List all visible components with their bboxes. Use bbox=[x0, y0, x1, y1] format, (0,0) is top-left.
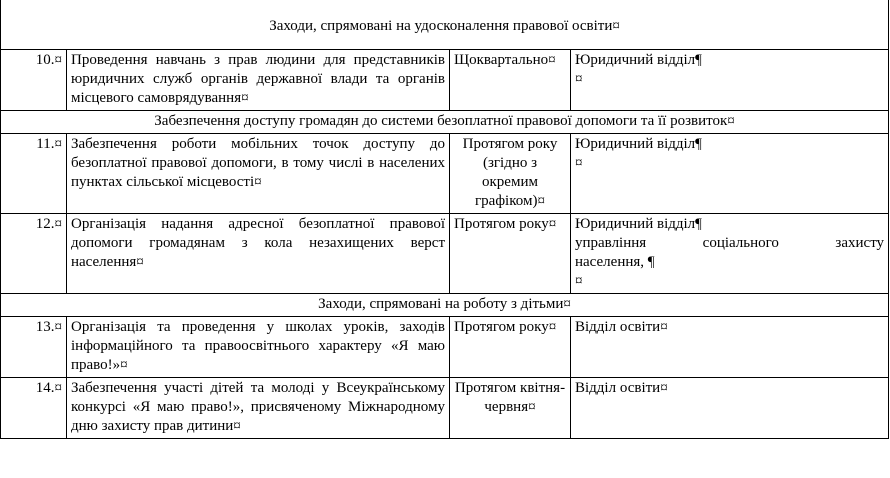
responsible-cell bbox=[571, 134, 889, 214]
responsible-cell bbox=[571, 214, 889, 294]
measure-description: Забезпечення участі дітей та молоді у Всеукраїнському конкурсі «Я маю право!», присвяченому Міжнародному дню захисту прав дитини¤ bbox=[67, 378, 450, 439]
table-row bbox=[1, 378, 889, 439]
responsible-cell bbox=[571, 50, 889, 111]
section-row-children bbox=[1, 294, 889, 317]
measure-description: Проведення навчань з прав людини для представників юридичних служб органів державної влади та органів місцевого самоврядування¤ bbox=[67, 50, 450, 111]
responsible-cell: Відділ освіти¤ bbox=[571, 378, 889, 439]
table-row bbox=[1, 50, 889, 111]
paragraph-mark: ¤ bbox=[575, 155, 583, 171]
deadline-cell: Протягом року (згідно з окремим графіком)¤ bbox=[450, 134, 571, 214]
section-row-free-legal-aid bbox=[1, 111, 889, 134]
measure-description: Організація та проведення у школах уроків, заходів інформаційного та правоосвітнього характеру «Я маю право!»¤ bbox=[67, 317, 450, 378]
measure-description: Організація надання адресної безоплатної правової допомоги громадянам з кола незахищених верст населення¤ bbox=[67, 214, 450, 294]
table-row bbox=[1, 317, 889, 378]
deadline-cell: Протягом квітня-червня¤ bbox=[450, 378, 571, 439]
section-title-legal-education: Заходи, спрямовані на удосконалення правової освіти¤ bbox=[1, 0, 889, 50]
deadline-cell: Протягом року¤ bbox=[450, 214, 571, 294]
responsible-line: управління соціального захисту bbox=[575, 235, 885, 251]
paragraph-mark: ¤ bbox=[575, 71, 583, 87]
responsible-line: Юридичний відділ¶ bbox=[575, 136, 702, 152]
section-title-children: Заходи, спрямовані на роботу з дітьми¤ bbox=[1, 294, 889, 317]
responsible-line: Юридичний відділ¶ bbox=[575, 52, 702, 68]
row-number: 12.¤ bbox=[1, 214, 67, 294]
table-row bbox=[1, 214, 889, 294]
row-number: 13.¤ bbox=[1, 317, 67, 378]
row-number: 14.¤ bbox=[1, 378, 67, 439]
measure-description: Забезпечення роботи мобільних точок доступу до безоплатної правової допомоги, в тому числі в населених пунктах сільської місцевості¤ bbox=[67, 134, 450, 214]
deadline-cell: Протягом року¤ bbox=[450, 317, 571, 378]
responsible-line: населення, ¶ bbox=[575, 254, 655, 270]
row-number: 10.¤ bbox=[1, 50, 67, 111]
deadline-cell: Щоквартально¤ bbox=[450, 50, 571, 111]
responsible-cell: Відділ освіти¤ bbox=[571, 317, 889, 378]
section-row-legal-education bbox=[1, 0, 889, 50]
responsible-line: Юридичний відділ¶ bbox=[575, 216, 702, 232]
section-title-free-legal-aid: Забезпечення доступу громадян до системи безоплатної правової допомоги та її розвиток¤ bbox=[1, 111, 889, 134]
table-row bbox=[1, 134, 889, 214]
row-number: 11.¤ bbox=[1, 134, 67, 214]
paragraph-mark: ¤ bbox=[575, 273, 583, 289]
